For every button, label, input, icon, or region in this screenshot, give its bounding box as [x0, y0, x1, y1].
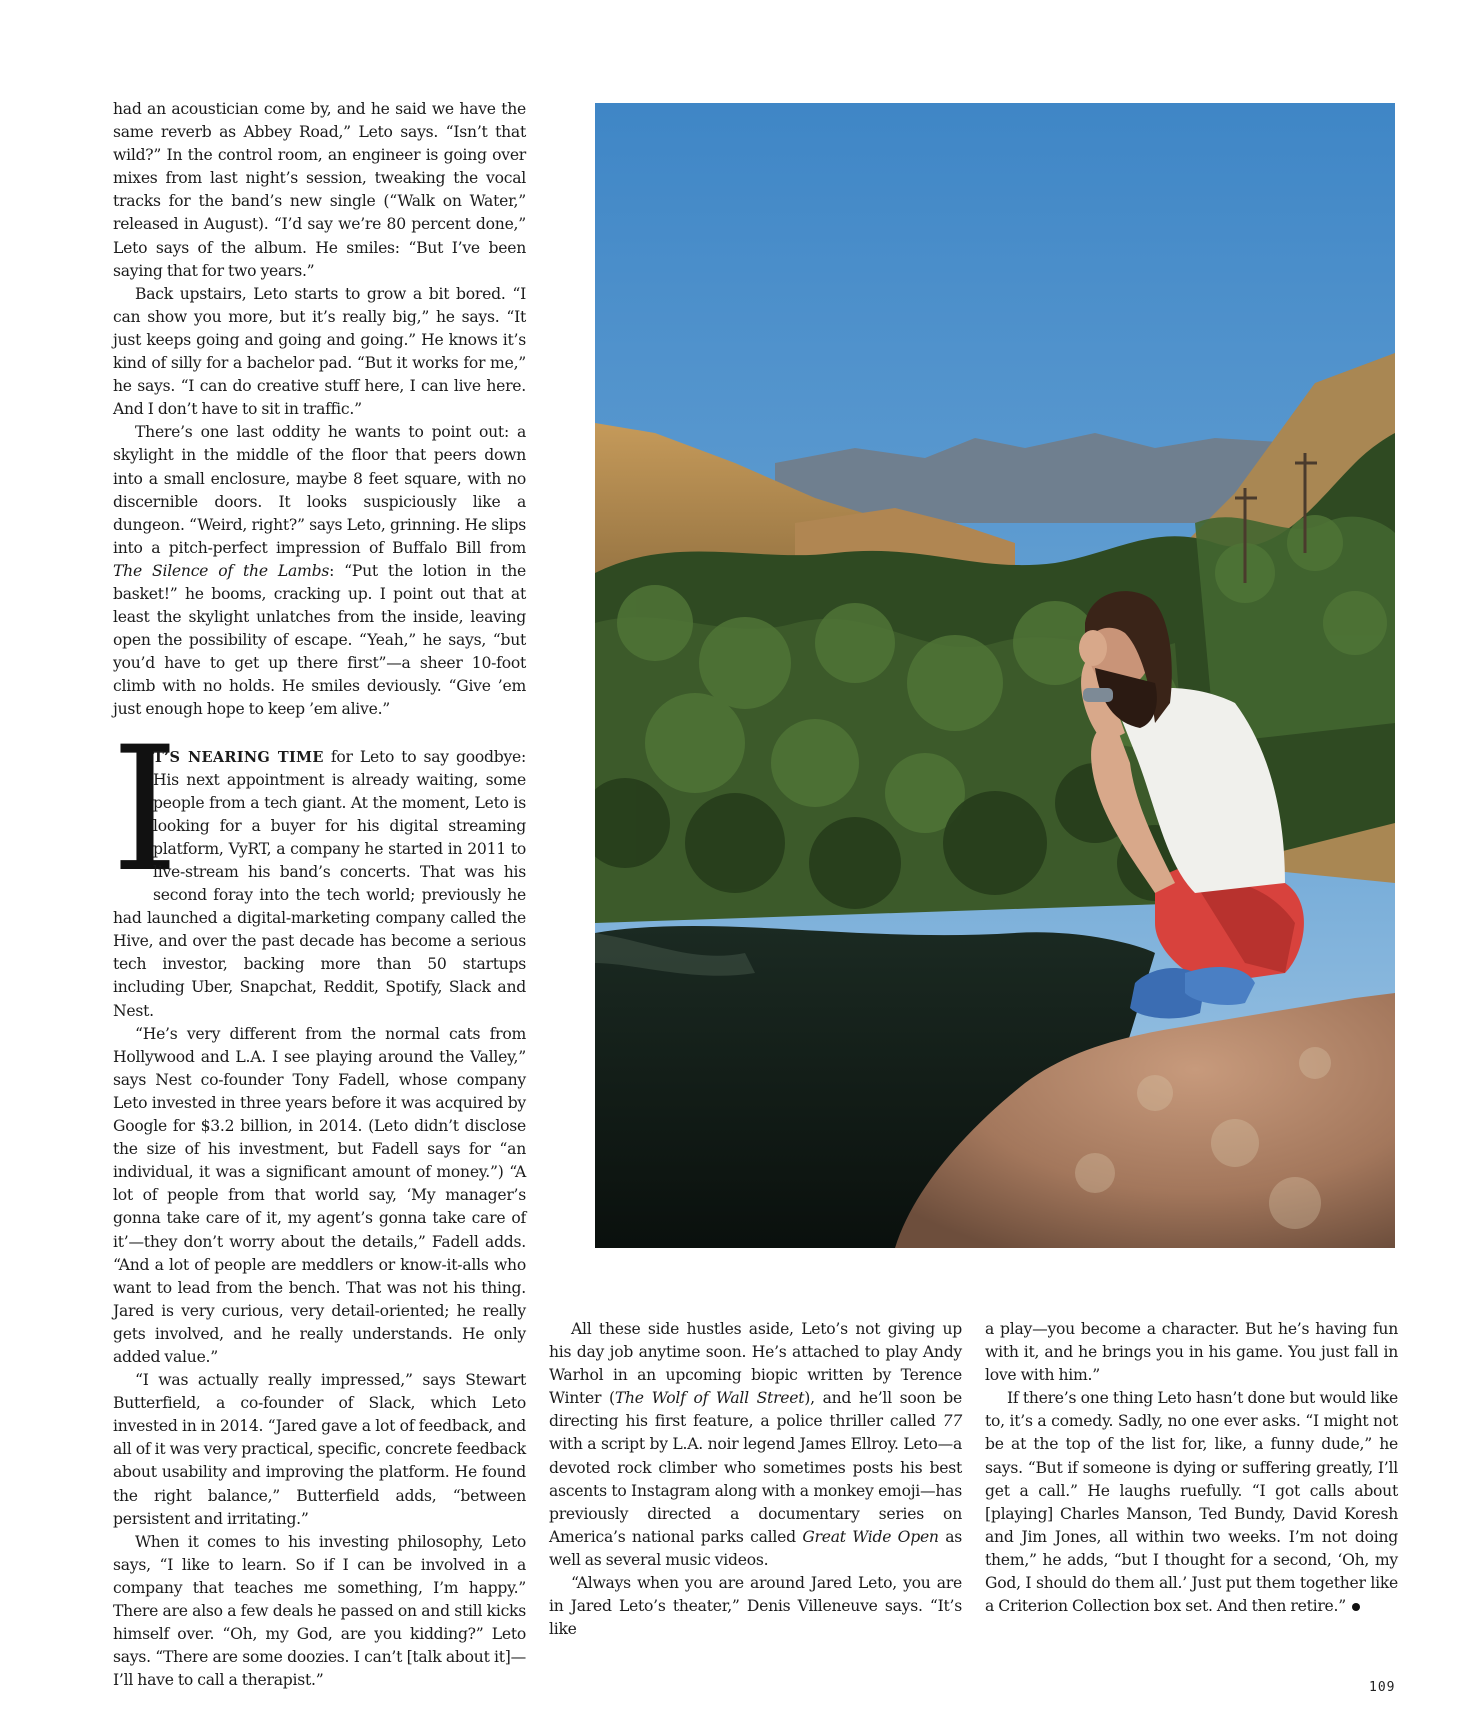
series-title: Great Wide Open — [802, 1527, 939, 1546]
paragraph: a play—you become a character. But he’s having fun with it, and he brings you in his game. You just fall in love with him.” — [985, 1320, 1398, 1385]
page-number: 109 — [1369, 1680, 1396, 1695]
paragraph: “Always when you are around Jared Leto, you are in Jared Leto’s theater,” Denis Villeneuve says. “It’s like — [549, 1574, 962, 1639]
paragraph: There’s one last oddity he wants to point out: a skylight in the middle of the floor that peers down into a small enclosure, maybe 8 feet square, with no discernible doors. It looks suspiciously like a dungeon. “Weird, right?” says Leto, grinning. He slips into a pitch-perfect impression of Buffalo Bill from The Silence of the Lambs: “Put the lotion in the basket!” he booms, cracking up. I point out that at least the skylight unlatches from the inside, leaving open the possibility of escape. “Yeah,” he says, “but you’d have to get up there first”—a sheer 10-foot climb with no holds. He smiles deviously. “Give ’em just enough hope to keep ’em alive.” — [113, 423, 527, 719]
photo-man-crouching-on-rock — [595, 103, 1395, 1248]
paragraph: If there’s one thing Leto hasn’t done but would like to, it’s a comedy. Sadly, no one ever asks. “I might not be at the top of the list for, like, a funny dude,” he says. “But if someone is dying or suffering greatly, I’ll get a call.” He laughs ruefully. “I got calls about [playing] Charles Manson, Ted Bundy, David Koresh and Jim Jones, all within two weeks. I’m not doing them,” he adds, “but I thought for a second, ‘Oh, my God, I should do them all.’ Just put them together like a Criterion Collection box set. And then retire.” — [985, 1389, 1398, 1616]
film-title: The Silence of the Lambs — [113, 561, 330, 580]
paragraph: I T’S NEARING TIME for Leto to say goodbye: His next appointment is already waiting, some people from a tech giant. At the moment, Leto is looking for a buyer for his digital streaming platform, VyRT, a company he started in 2011 to live-stream his band’s concerts. That was his second foray into the tech world; previously he had launched a digital-marketing company called the Hive, and over the past decade has become a serious tech investor, backing more than 50 startups including Uber, Snapchat, Reddit, Spotify, Slack and Nest. — [111, 708, 526, 1020]
paragraph: All these side hustles aside, Leto’s not giving up his day job anytime soon. He’s attached to play Andy Warhol in an upcoming biopic written by Terence Winter (The Wolf of Wall Street), and he’ll soon be directing his first feature, a police thriller called 77 with a script by L.A. noir legend James Ellroy. Leto—a devoted rock climber who sometimes posts his best ascents to Instagram along with a monkey emoji—has previously directed a documentary series on America’s national parks called Great Wide Open as well as several music videos. — [549, 1320, 963, 1569]
end-mark-icon — [1352, 1603, 1360, 1611]
paragraph: When it comes to his investing philosophy, Leto says, “I like to learn. So if I can be involved in a company that teaches me something, I’m happy.” There are also a few deals he passed on and still kicks himself over. “Oh, my God, are you kidding?” Leto says. “There are some doozies. I can’t [talk about it]—I’ll have to call a therapist.” — [113, 1532, 526, 1690]
section-opening — [111, 708, 526, 1023]
paragraph: had an acoustician come by, and he said we have the same reverb as Abbey Road,” Leto says. “Isn’t that wild?” In the control room, an engineer is going over mixes from last night’s session, tweaking the vocal tracks for the band’s new single (“Walk on Water,” released in August). “I’d say we’re 80 percent done,” Leto says of the album. He smiles: “But I’ve been saying that for two years.” — [113, 100, 526, 280]
lead-in: T’S NEARING TIME — [153, 748, 324, 766]
article-column-right — [985, 1318, 1398, 1618]
article-column-left — [113, 98, 526, 1692]
article-column-middle — [549, 1318, 962, 1641]
paragraph: Back upstairs, Leto starts to grow a bit bored. “I can show you more, but it’s really big,” he says. “It just keeps going and going and going.” He knows it’s kind of silly for a bachelor pad. “But it works for me,” he says. “I can do creative stuff here, I can live here. And I don’t have to sit in traffic.” — [113, 284, 526, 419]
film-title: 77 — [942, 1412, 962, 1431]
paragraph: “I was actually really impressed,” says Stewart Butterfield, a co-founder of Slack, which Leto invested in in 2014. “Jared gave a lot of feedback, and all of it was very practical, specific, concrete feedback about usability and improving the platform. He found the right balance,” Butterfield adds, “between persistent and irritating.” — [113, 1371, 526, 1528]
drop-cap: I — [111, 708, 179, 910]
film-title: The Wolf of Wall Street — [614, 1389, 805, 1408]
paragraph: “He’s very different from the normal cats from Hollywood and L.A. I see playing around the Valley,” says Nest co-founder Tony Fadell, whose company Leto invested in three years before it was acquired by Google for $3.2 billion, in 2014. (Leto didn’t disclose the size of his investment, but Fadell says for “an individual, it was a significant amount of money.”) “A lot of people from that world say, ‘My manager’s gonna take care of it, my agent’s gonna take care of it’—they don’t worry about the details,” Fadell adds. “And a lot of people are meddlers or know-it-alls who want to lead from the bench. That was not his thing. Jared is very curious, very detail-oriented; he really gets involved, and he really understands. He only added value.” — [113, 1024, 526, 1366]
